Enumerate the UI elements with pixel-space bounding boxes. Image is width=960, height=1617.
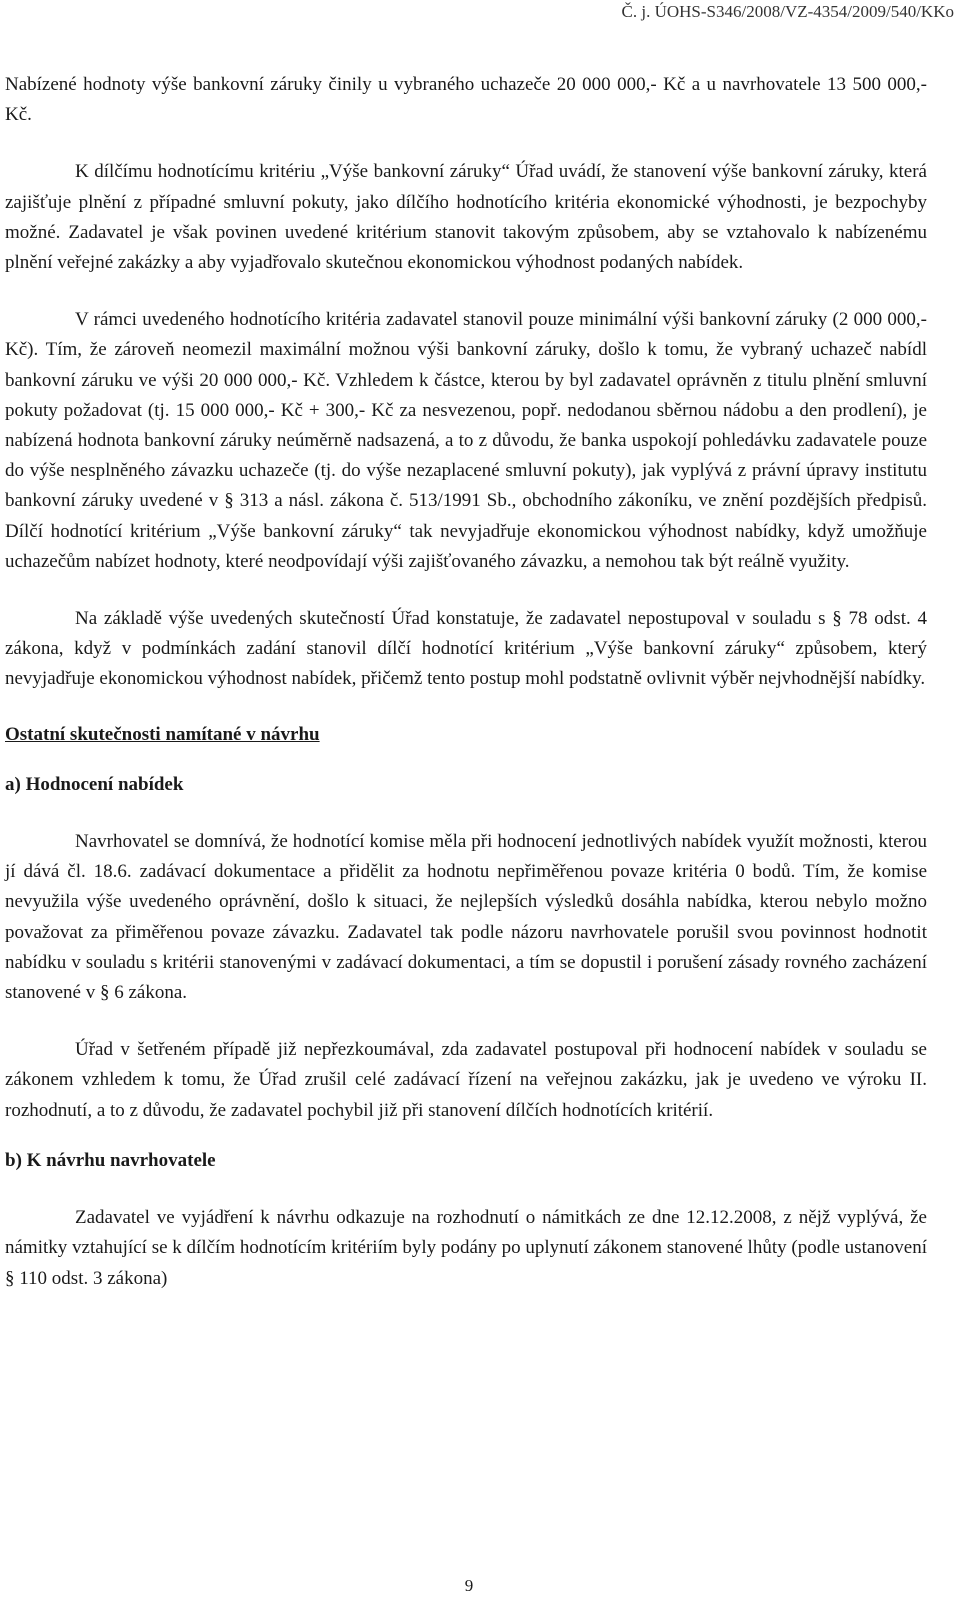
paragraph: K dílčímu hodnotícímu kritériu „Výše bankovní záruky“ Úřad uvádí, že stanovení výše bankovní záruky, která zajišťuje plnění z případné smluvní pokuty, jako dílčího hodnotícího kritéria ekonomické výhodnosti, je bezpochyby možné. Zadavatel je však povinen uvedené kritérium stanovit takovým způsobem, aby se vztahovalo k nabízenému plnění veřejné zakázky a aby vyjadřovalo skutečnou ekonomickou výhodnost podaných nabídek.	[5, 161, 927, 274]
section-heading: Ostatní skutečnosti namítané v návrhu	[5, 723, 320, 745]
page-number: 9	[464, 1576, 474, 1595]
paragraph: V rámci uvedeného hodnotícího kritéria zadavatel stanovil pouze minimální výši bankovní záruky (2 000 000,- Kč). Tím, že zároveň neomezil maximální možnou výši bankovní záruky, došlo k tomu, že vybraný uchazeč nabídl bankovní záruku ve výši 20 000 000,- Kč. Vzhledem k částce, kterou by byl zadavatel oprávněn z titulu plnění smluvní pokuty požadovat (tj. 15 000 000,- Kč + 300,- Kč za nesvezenou, popř. nedodanou sběrnou nádobu a den prodlení), je nabízená hodnota bankovní záruky neúměrně nadsazená, a to z důvodu, že banka uspokojí pohledávku zadavatele pouze do výše nesplněného závazku uchazeče (tj. do výše nezaplacené smluvní pokuty), jak vyplývá z právní úpravy institutu bankovní záruky uvedené v § 313 a násl. zákona č. 513/1991 Sb., obchodního zákoníku, ve znění pozdějších předpisů. Dílčí hodnotící kritérium „Výše bankovní záruky“ tak nevyjadřuje ekonomickou výhodnost nabídky, když umožňuje uchazečům nabízet hodnoty, které neodpovídají výši zajišťovaného závazku, a nemohou tak být reálně využity.	[5, 309, 927, 572]
paragraph: Zadavatel ve vyjádření k návrhu odkazuje na rozhodnutí o námitkách ze dne 12.12.2008, z nějž vyplývá, že námitky vztahující se k dílčím hodnotícím kritériím byly podány po uplynutí zákonem stanovené lhůty (podle ustanovení § 110 odst. 3 zákona)	[5, 1207, 927, 1289]
paragraph: Na základě výše uvedených skutečností Úřad konstatuje, že zadavatel nepostupoval v souladu s § 78 odst. 4 zákona, když v podmínkách zadání stanovil dílčí hodnotící kritérium „Výše bankovní záruky“ způsobem, který nevyjadřuje ekonomickou výhodnost nabídek, přičemž tento postup mohl podstatně ovlivnit výběr nejvhodnější nabídky.	[5, 608, 927, 690]
subsection-b-title: b) K návrhu navrhovatele	[5, 1149, 216, 1171]
paragraph: Navrhovatel se domnívá, že hodnotící komise měla při hodnocení jednotlivých nabídek využít možnosti, kterou jí dává čl. 18.6. zadávací dokumentace a přidělit za hodnotu nepřiměřenou povaze kritéria 0 bodů. Tím, že komise nevyužila výše uvedeného oprávnění, došlo k situaci, že nejlepších výsledků dosáhla nabídka, kterou nebylo možno považovat za přiměřenou povaze závazku. Zadavatel tak podle názoru navrhovatele porušil svou povinnost hodnotit nabídku v souladu s kritérii stanovenými v zadávací dokumentaci, a tím se dopustil i porušení zásady rovného zacházení stanovené v § 6 zákona.	[5, 831, 927, 1004]
reference-number: Č. j. ÚOHS-S346/2008/VZ-4354/2009/540/KKo	[621, 2, 954, 21]
paragraph: Úřad v šetřeném případě již nepřezkoumával, zda zadavatel postupoval při hodnocení nabídek v souladu se zákonem vzhledem k tomu, že Úřad zrušil celé zadávací řízení na veřejnou zakázku, jak je uvedeno ve výroku II. rozhodnutí, a to z důvodu, že zadavatel pochybil již při stanovení dílčích hodnotících kritérií.	[5, 1039, 927, 1121]
document-body	[5, 70, 927, 1294]
paragraph: Nabízené hodnoty výše bankovní záruky činily u vybraného uchazeče 20 000 000,- Kč a u navrhovatele 13 500 000,- Kč.	[5, 74, 927, 126]
subsection-a-title: a) Hodnocení nabídek	[5, 773, 184, 795]
